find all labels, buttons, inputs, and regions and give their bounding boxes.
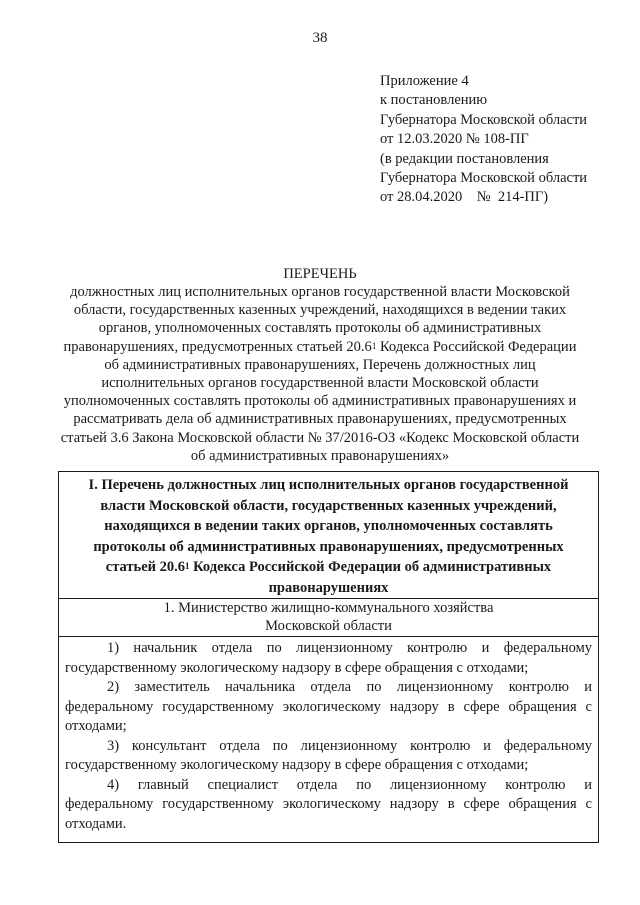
position-item bbox=[65, 737, 592, 776]
ministry-line: 1. Министерство жилищно-коммунального хозяйства bbox=[163, 600, 494, 616]
appendix-line: Приложение 4 bbox=[380, 73, 469, 89]
position-first-line: 3) консультант отдела по лицензионному контролю и федеральному bbox=[107, 737, 592, 754]
section-header-line bbox=[59, 557, 598, 578]
appendix-line: Губернатора Московской области bbox=[380, 111, 588, 128]
officials-table bbox=[58, 471, 599, 843]
section-header-line: власти Московской области, государственных казенных учреждений, bbox=[100, 497, 557, 514]
page-number: 38 bbox=[312, 30, 328, 46]
ministry-line: Московской области bbox=[265, 618, 392, 634]
document-subtitle bbox=[40, 283, 600, 465]
subtitle-line: об административных правонарушениях» bbox=[190, 447, 450, 464]
position-first-line: 1) начальник отдела по лицензионному контролю и федеральному bbox=[107, 640, 592, 656]
position-line: федеральному государственному экологическому надзору в сфере обращения с bbox=[65, 796, 592, 812]
appendix-line: от 28.04.2020 № 214-ПГ) bbox=[380, 189, 549, 206]
position-line: государственному экологическому надзору в сфере обращения с отходами; bbox=[65, 659, 529, 676]
appendix-line: (в редакции постановления bbox=[380, 150, 549, 167]
appendix-line: к постановлению bbox=[380, 92, 488, 109]
positions-list bbox=[59, 637, 598, 834]
superscript: 1 bbox=[185, 561, 190, 571]
position-first-line: 4) главный специалист отдела по лицензионному контролю и bbox=[107, 776, 592, 793]
subtitle-text: Кодекса Российской Федерации bbox=[376, 338, 577, 355]
position-item bbox=[65, 639, 592, 678]
section-header-line: находящихся в ведении таких органов, уполномоченных составлять bbox=[104, 518, 553, 534]
subtitle-text: правонарушениях, предусмотренных статьей 20.6 bbox=[63, 338, 372, 355]
subtitle-line: об административных правонарушениях, Перечень должностных лиц bbox=[104, 356, 536, 373]
subtitle-line: исполнительных органов государственной власти Московской области bbox=[101, 375, 539, 392]
section-header bbox=[59, 472, 598, 599]
appendix-reference bbox=[380, 72, 587, 208]
document-title: ПЕРЕЧЕНЬ bbox=[283, 266, 357, 282]
section-header-line: протоколы об административных правонарушениях, предусмотренных bbox=[93, 538, 564, 555]
subtitle-line: области, государственных казенных учреждений, находящихся в ведении таких bbox=[73, 302, 567, 319]
subtitle-line: органов, уполномоченных составлять протоколы об административных bbox=[98, 320, 542, 337]
superscript: 1 bbox=[371, 340, 377, 351]
position-item bbox=[65, 678, 592, 737]
ministry-row bbox=[59, 599, 598, 637]
section-header-text: Кодекса Российской Федерации об административных bbox=[189, 559, 552, 575]
subtitle-line: рассматривать дела об административных правонарушениях, предусмотренных bbox=[73, 411, 567, 428]
subtitle-line: статьей 3.6 Закона Московской области № 37/2016-ОЗ «Кодекс Московской области bbox=[60, 429, 580, 446]
position-first-line: 2) заместитель начальника отдела по лицензионному контролю и bbox=[107, 679, 592, 695]
subtitle-line bbox=[40, 338, 600, 356]
position-line: государственному экологическому надзору в сфере обращения с отходами; bbox=[65, 757, 529, 773]
section-header-text: статьей 20.6 bbox=[105, 559, 185, 575]
section-header-line: правонарушениях bbox=[268, 579, 389, 596]
position-item bbox=[65, 776, 592, 835]
appendix-line: Губернатора Московской области bbox=[380, 170, 588, 187]
subtitle-line: уполномоченных составлять протоколы об административных правонарушениях и bbox=[63, 393, 577, 410]
section-header-line: I. Перечень должностных лиц исполнительных органов государственной bbox=[88, 477, 569, 493]
position-line: федеральному государственному экологическому надзору в сфере обращения с bbox=[65, 698, 592, 715]
position-line: отходами. bbox=[65, 815, 127, 832]
subtitle-line: должностных лиц исполнительных органов государственной власти Московской bbox=[70, 284, 570, 300]
position-line: отходами; bbox=[65, 718, 127, 734]
appendix-line: от 12.03.2020 № 108-ПГ bbox=[380, 131, 529, 148]
